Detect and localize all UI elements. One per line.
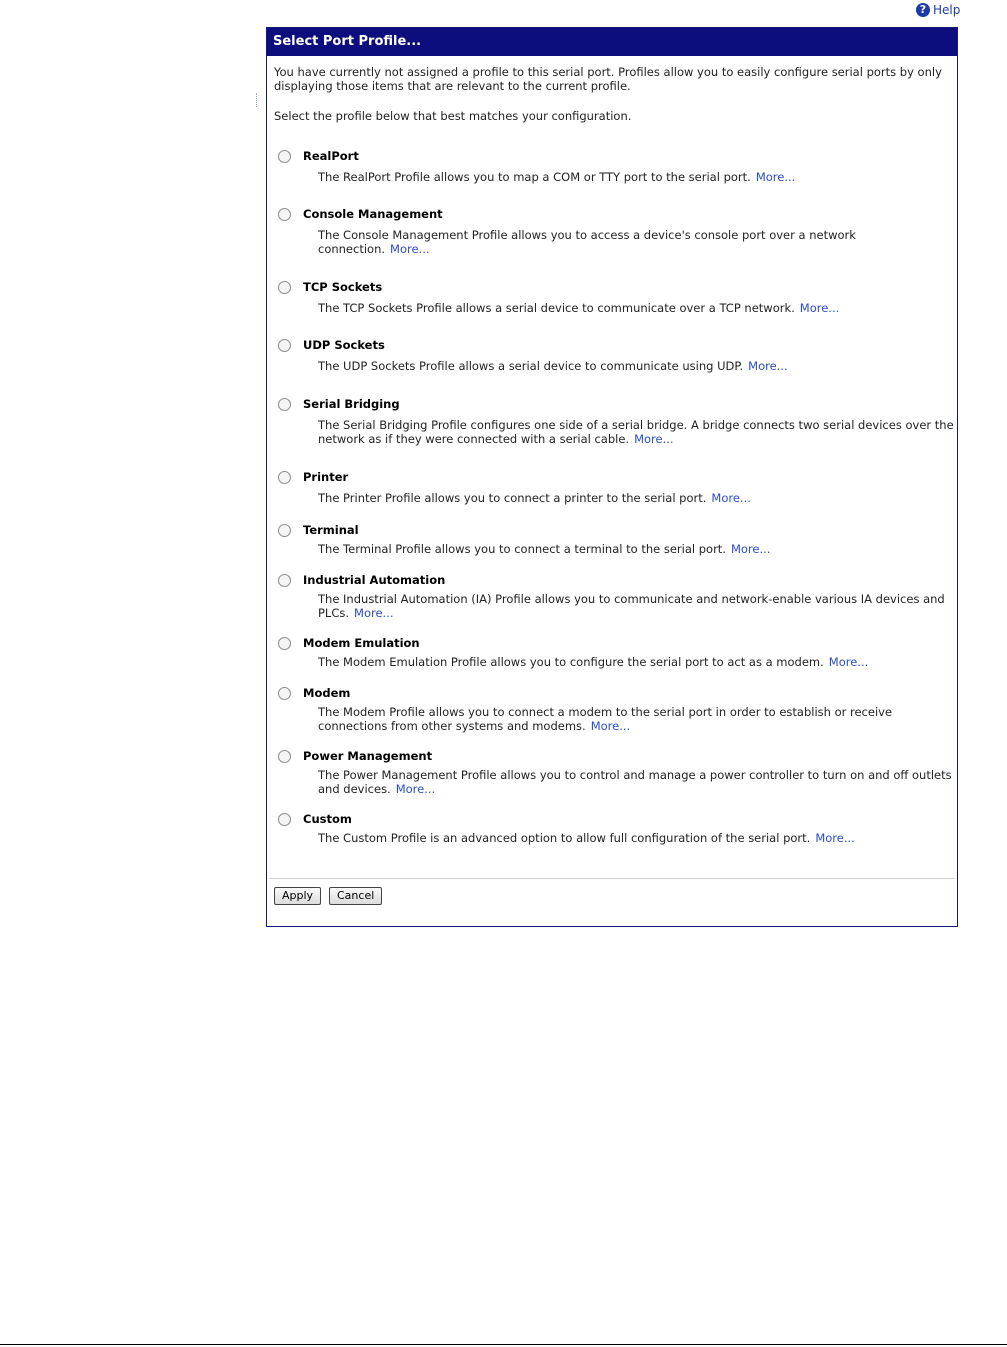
more-link[interactable]: More...	[390, 242, 430, 256]
option-title[interactable]: Printer	[303, 470, 349, 484]
option-title[interactable]: UDP Sockets	[303, 338, 385, 352]
more-link[interactable]: More...	[711, 491, 751, 505]
option-description: The Industrial Automation (IA) Profile allows you to communicate and network-enable various IA devices and PLCs.	[318, 592, 945, 620]
radio-udp-sockets[interactable]	[278, 339, 291, 352]
option-description: The Power Management Profile allows you to control and manage a power controller to turn on and off outlets and devices.	[318, 768, 952, 796]
more-link[interactable]: More...	[590, 719, 631, 733]
select-instruction: Select the profile below that best matches your configuration.	[274, 109, 632, 123]
select-port-profile-panel	[266, 27, 958, 927]
option-description: The Console Management Profile allows you to access a device's console port over a network connection.	[318, 228, 856, 256]
option-title[interactable]: Power Management	[303, 749, 433, 763]
page-footer-rule	[0, 1344, 1007, 1345]
radio-power-management[interactable]	[278, 750, 291, 763]
button-divider	[269, 878, 955, 879]
option-description: The Printer Profile allows you to connect a printer to the serial port.	[318, 491, 707, 505]
radio-modem[interactable]	[278, 687, 291, 700]
option-description: The TCP Sockets Profile allows a serial device to communicate over a TCP network.	[318, 301, 795, 315]
option-title[interactable]: Custom	[303, 812, 352, 826]
help-icon: ?	[916, 3, 930, 17]
radio-realport[interactable]	[278, 150, 291, 163]
radio-terminal[interactable]	[278, 524, 291, 537]
option-description: The Modem Profile allows you to connect a modem to the serial port in order to establish or receive connections from other systems and modems.	[318, 705, 893, 733]
option-title[interactable]: Modem	[303, 686, 351, 700]
option-description: The UDP Sockets Profile allows a serial device to communicate using UDP.	[318, 359, 744, 373]
more-link[interactable]: More...	[815, 831, 855, 845]
option-title[interactable]: Console Management	[303, 207, 443, 221]
option-title[interactable]: TCP Sockets	[303, 280, 383, 294]
option-description: The Modem Emulation Profile allows you to configure the serial port to act as a modem.	[318, 655, 824, 669]
radio-serial-bridging[interactable]	[278, 398, 291, 411]
option-title[interactable]: Industrial Automation	[303, 573, 446, 587]
radio-industrial-automation[interactable]	[278, 574, 291, 587]
option-title[interactable]: RealPort	[303, 149, 359, 163]
radio-tcp-sockets[interactable]	[278, 281, 291, 294]
help-link[interactable]	[916, 3, 960, 17]
more-link[interactable]: More...	[395, 782, 436, 796]
radio-console-management[interactable]	[278, 208, 291, 221]
option-title[interactable]: Modem Emulation	[303, 636, 420, 650]
more-link[interactable]: More...	[730, 542, 771, 556]
more-link[interactable]: More...	[354, 606, 394, 620]
apply-button[interactable]: Apply	[274, 887, 321, 905]
option-description: The Custom Profile is an advanced option to allow full configuration of the serial port.	[318, 831, 811, 845]
more-link[interactable]: More...	[828, 655, 869, 669]
option-title[interactable]: Serial Bridging	[303, 397, 400, 411]
help-label: Help	[933, 3, 961, 17]
panel-title: Select Port Profile...	[267, 28, 957, 56]
intro-text: You have currently not assigned a profile to this serial port. Profiles allow you to easily configure serial ports by only displaying those items that are relevant to the current profile.	[274, 65, 942, 93]
radio-printer[interactable]	[278, 471, 291, 484]
option-description: The RealPort Profile allows you to map a COM or TTY port to the serial port.	[318, 170, 751, 184]
more-link[interactable]: More...	[634, 432, 674, 446]
option-description: The Terminal Profile allows you to connect a terminal to the serial port.	[318, 542, 726, 556]
more-link[interactable]: More...	[748, 359, 788, 373]
more-link[interactable]: More...	[799, 301, 840, 315]
radio-custom[interactable]	[278, 813, 291, 826]
side-marker	[256, 93, 260, 107]
more-link[interactable]: More...	[755, 170, 796, 184]
option-title[interactable]: Terminal	[303, 523, 359, 537]
option-description: The Serial Bridging Profile configures one side of a serial bridge. A bridge connects two serial devices over the network as if they were connected with a serial cable.	[318, 418, 954, 446]
cancel-button[interactable]: Cancel	[329, 887, 382, 905]
radio-modem-emulation[interactable]	[278, 637, 291, 650]
